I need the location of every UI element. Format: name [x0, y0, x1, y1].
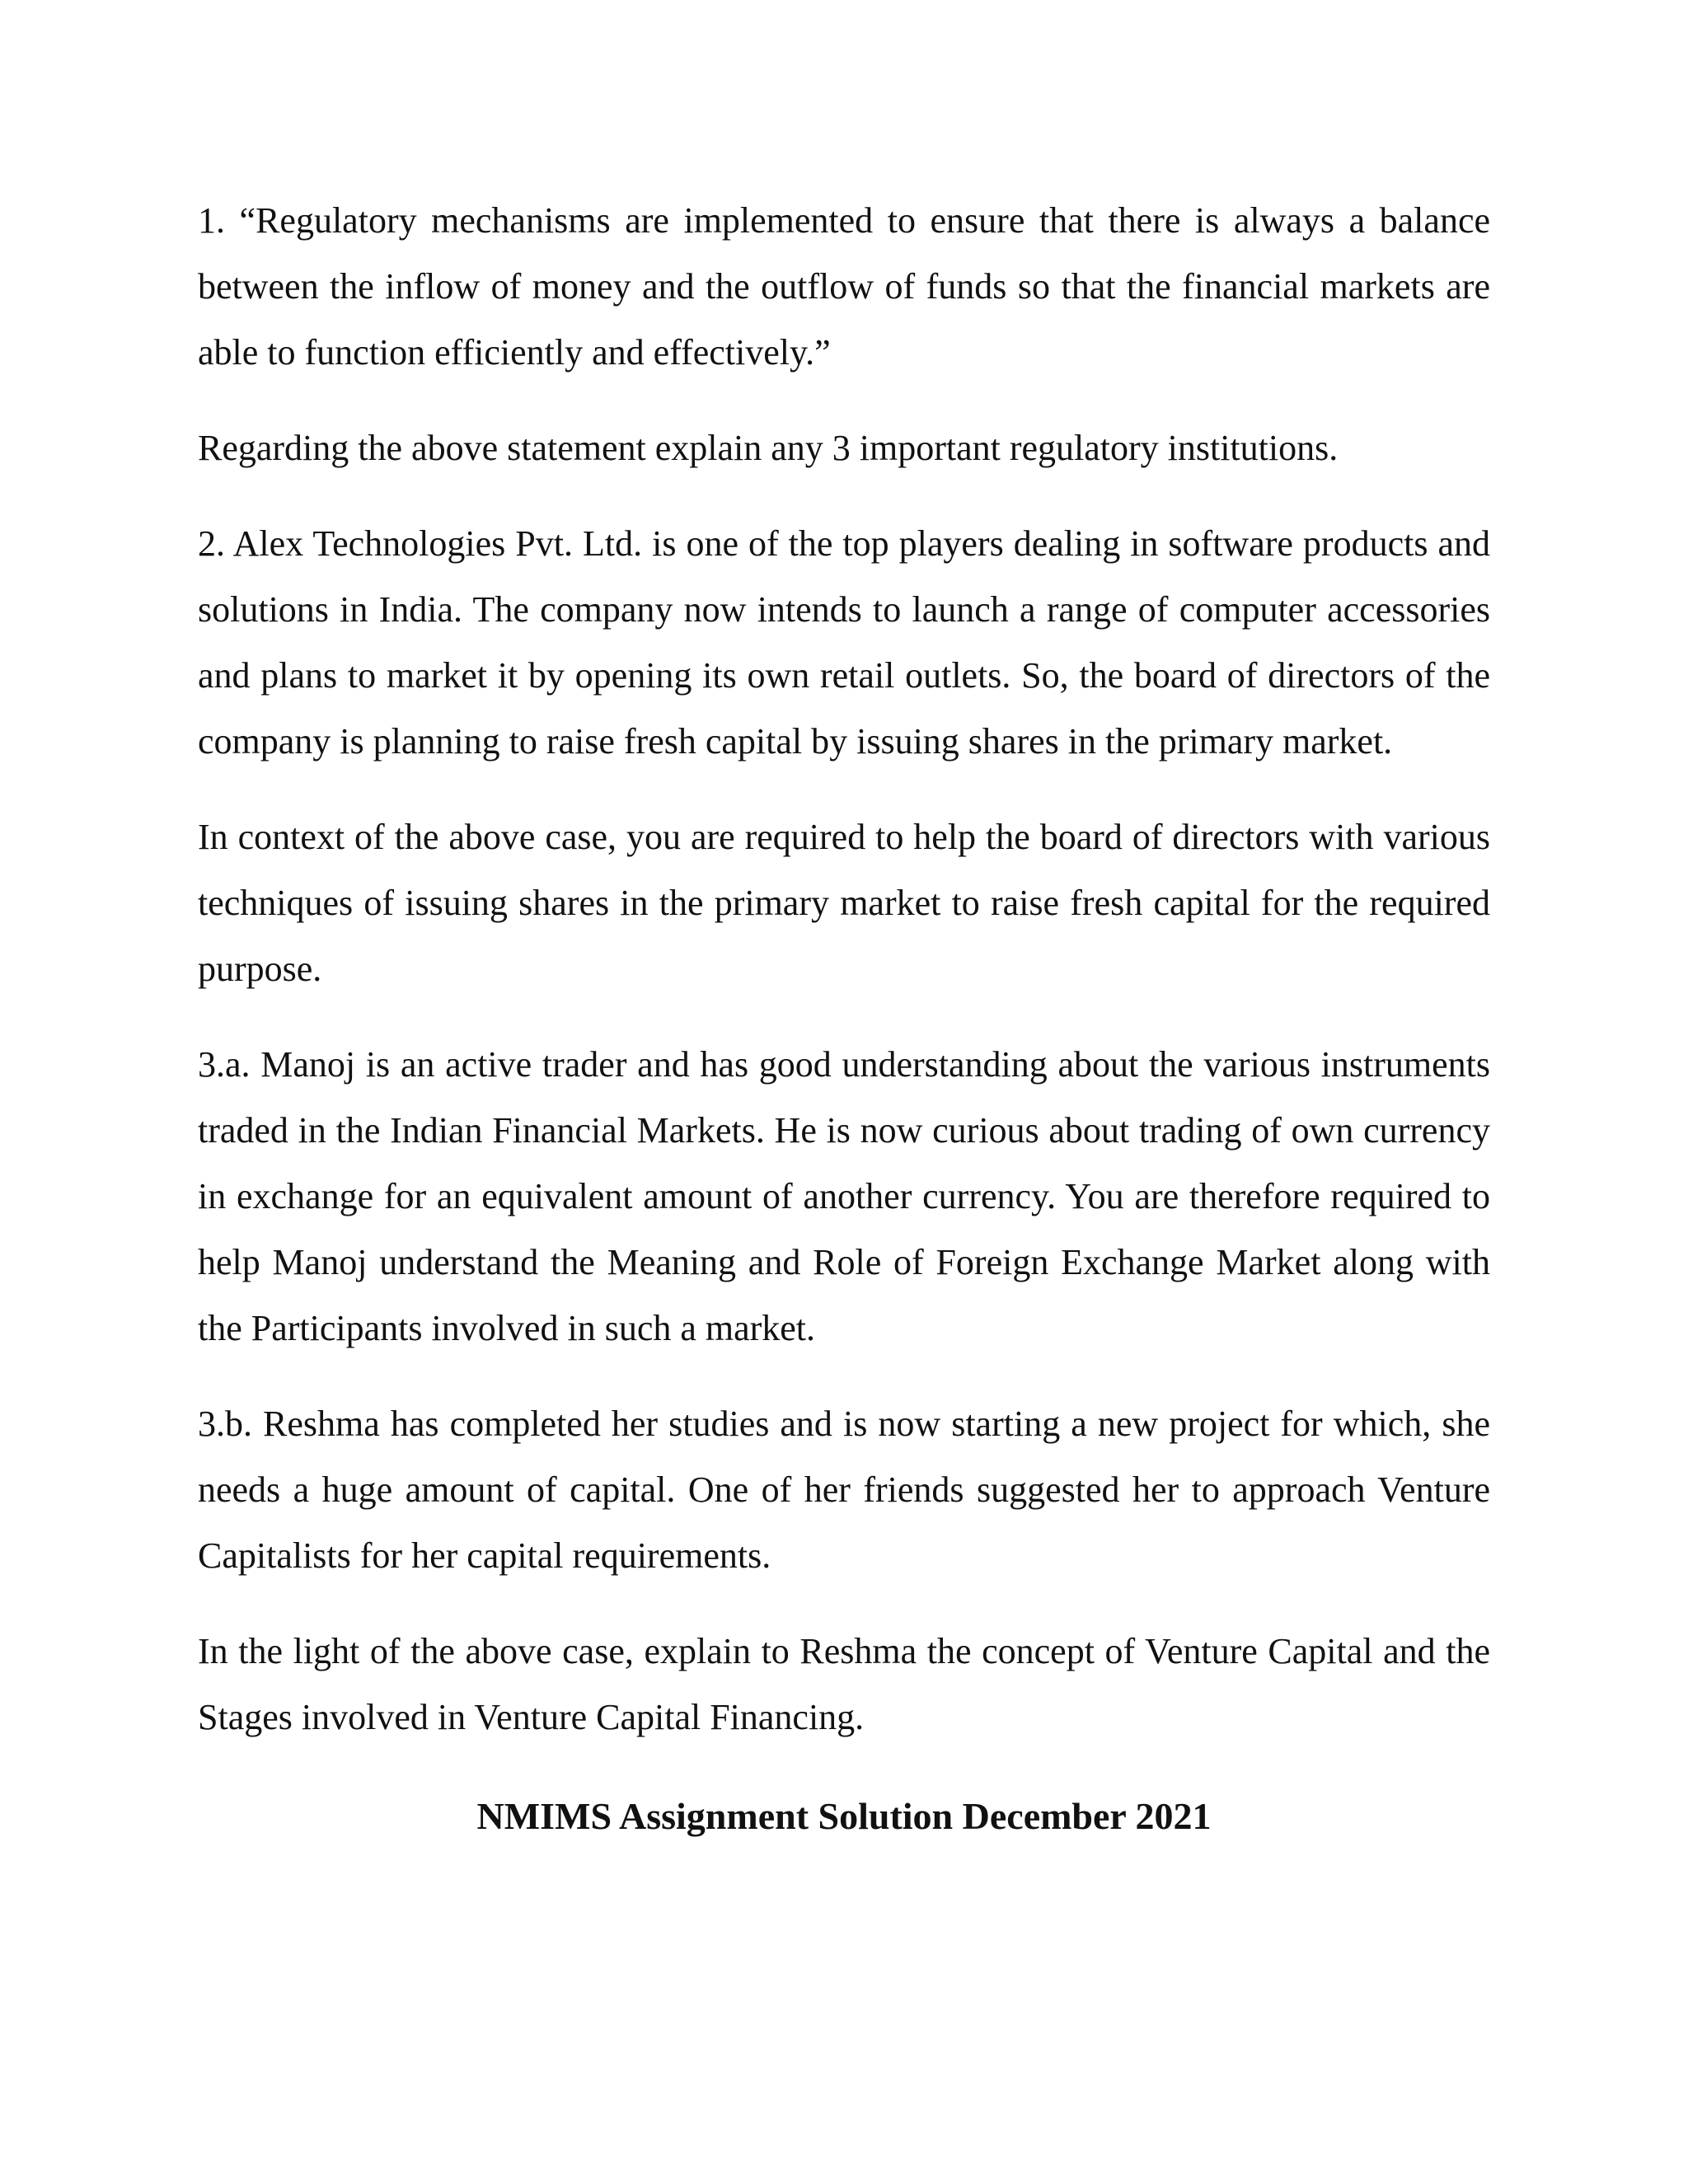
footer-title: NMIMS Assignment Solution December 2021: [476, 1795, 1212, 1837]
question-2: [198, 511, 1490, 1002]
question-2-case: 2. Alex Technologies Pvt. Ltd. is one of the top players dealing in software products and solutions in India. The company now intends to launch a range of computer accessories and plans to market it by opening its own retail outlets. So, the board of directors of the company is planning to raise fresh capital by issuing shares in the primary market.: [198, 523, 1490, 762]
question-3b-task: In the light of the above case, explain to Reshma the concept of Venture Capital and the Stages involved in Venture Capital Financing.: [198, 1631, 1490, 1737]
question-3b: [198, 1391, 1490, 1750]
question-1-statement: 1. “Regulatory mechanisms are implemented to ensure that there is always a balance between the inflow of money and the outflow of funds so that the financial markets are able to function efficiently and effectively.”: [198, 200, 1490, 373]
question-3a: [198, 1032, 1490, 1361]
document-page: [198, 188, 1490, 1849]
question-2-task: In context of the above case, you are required to help the board of directors with various techniques of issuing shares in the primary market to raise fresh capital for the required purpose.: [198, 817, 1490, 989]
question-3a-case: 3.a. Manoj is an active trader and has good understanding about the various instruments traded in the Indian Financial Markets. He is now curious about trading of own currency in exchange for an equivalent amount of another currency. You are therefore required to help Manoj understand the Meaning and Role of Foreign Exchange Market along with the Participants involved in such a market.: [198, 1044, 1490, 1348]
question-1: [198, 188, 1490, 481]
question-1-task: Regarding the above statement explain any 3 important regulatory institutions.: [198, 428, 1339, 468]
question-3b-case: 3.b. Reshma has completed her studies and is now starting a new project for which, she needs a huge amount of capital. One of her friends suggested her to approach Venture Capitalists for her capital requirements.: [198, 1404, 1490, 1576]
